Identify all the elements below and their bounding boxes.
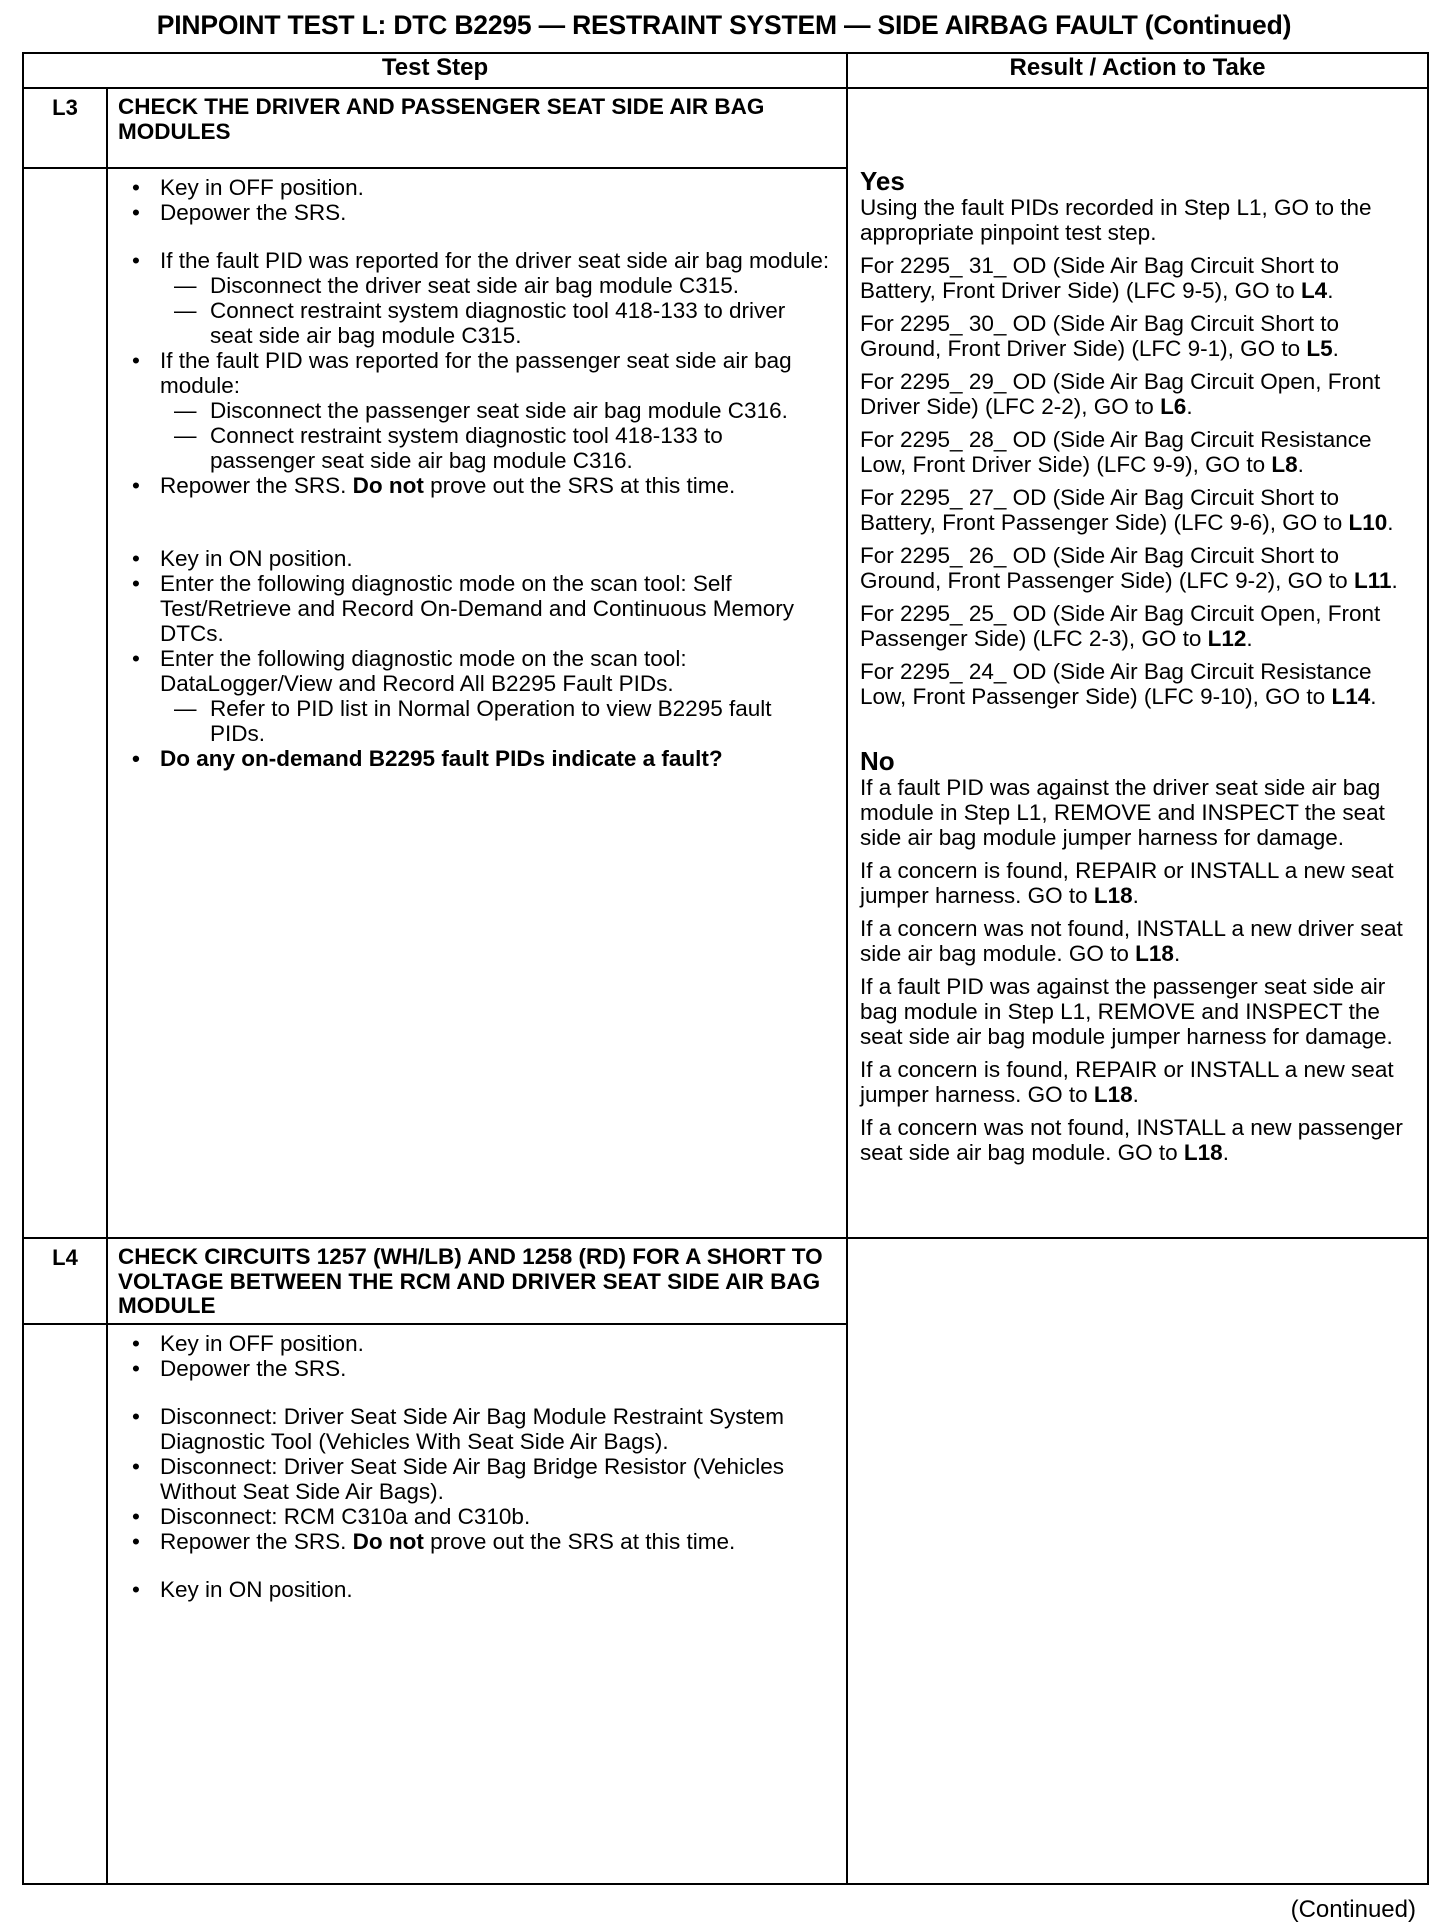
step-l4-heading-row	[23, 1238, 1428, 1324]
step-l3-id-blank	[23, 168, 107, 1238]
header-result-action: Result / Action to Take	[847, 53, 1428, 88]
result-yes-intro: Using the fault PIDs recorded in Step L1, GO to the appropriate pinpoint test step.	[860, 195, 1372, 245]
list-item: • Enter the following diagnostic mode on the scan tool: Self Test/Retrieve and Record On-Demand and Continuous Memory DTCs.	[118, 571, 832, 646]
step-l3-instructions	[107, 168, 847, 1238]
result-yes-item: For 2295_ 30_ OD (Side Air Bag Circuit Short to Ground, Front Driver Side) (LFC 9-1), GO to L5.	[860, 311, 1339, 361]
list-item: • Enter the following diagnostic mode on the scan tool: DataLogger/View and Record All B2295 Fault PIDs. — Refer to PID list in Normal Operation to view B2295 fault PIDs.	[118, 646, 832, 746]
list-item: • Disconnect: Driver Seat Side Air Bag Bridge Resistor (Vehicles Without Seat Side Air Bags).	[118, 1454, 832, 1504]
result-yes-item: For 2295_ 29_ OD (Side Air Bag Circuit Open, Front Driver Side) (LFC 2-2), GO to L6.	[860, 369, 1381, 419]
step-l3-heading-row	[23, 88, 1428, 168]
result-no-item: If a concern was not found, INSTALL a new passenger seat side air bag module. GO to L18.	[860, 1115, 1403, 1165]
table-header-row	[23, 53, 1428, 88]
result-no-list	[860, 775, 1421, 1165]
list-item: — Refer to PID list in Normal Operation to view B2295 fault PIDs.	[160, 696, 832, 746]
result-yes-list	[860, 253, 1421, 709]
list-item: • Depower the SRS.	[118, 200, 832, 225]
list-item: — Disconnect the passenger seat side air bag module C316.	[160, 398, 832, 423]
list-item: • If the fault PID was reported for the driver seat side air bag module: — Disconnect the driver seat side air bag module C315. — Connect restraint system diagnostic tool 418-133 to driver seat side air bag module C315.	[118, 248, 832, 348]
result-yes-item: For 2295_ 24_ OD (Side Air Bag Circuit Resistance Low, Front Passenger Side) (LFC 9-10), GO to L14.	[860, 659, 1377, 709]
result-yes-item: For 2295_ 27_ OD (Side Air Bag Circuit Short to Battery, Front Passenger Side) (LFC 9-6), GO to L10.	[860, 485, 1394, 535]
result-no-label: No	[860, 746, 895, 776]
list-item: — Connect restraint system diagnostic tool 418-133 to driver seat side air bag module C315.	[160, 298, 832, 348]
result-no-item: If a concern was not found, INSTALL a new driver seat side air bag module. GO to L18.	[860, 916, 1403, 966]
result-yes-label: Yes	[860, 166, 905, 196]
result-yes-item: For 2295_ 26_ OD (Side Air Bag Circuit Short to Ground, Front Passenger Side) (LFC 9-2), GO to L11.	[860, 543, 1398, 593]
continued-footer: (Continued)	[1290, 1896, 1416, 1923]
list-item: • Key in ON position.	[118, 546, 832, 571]
result-no-item: If a fault PID was against the passenger seat side air bag module in Step L1, REMOVE and INSPECT the seat side air bag module jumper harness for damage.	[860, 974, 1393, 1049]
pinpoint-test-table	[22, 52, 1429, 1885]
result-yes-item: For 2295_ 31_ OD (Side Air Bag Circuit Short to Battery, Front Driver Side) (LFC 9-5), GO to L4.	[860, 253, 1339, 303]
list-item: • If the fault PID was reported for the passenger seat side air bag module: — Disconnect the passenger seat side air bag module C316. — Connect restraint system diagnostic tool 418-133 to passenger seat side air bag module C316.	[118, 348, 832, 473]
list-item: — Disconnect the driver seat side air bag module C315.	[160, 273, 832, 298]
result-yes-item: For 2295_ 28_ OD (Side Air Bag Circuit Resistance Low, Front Driver Side) (LFC 9-9), GO to L8.	[860, 427, 1372, 477]
step-l3-result	[847, 88, 1428, 1238]
step-id-l4: L4	[23, 1238, 107, 1324]
step-id-l3: L3	[23, 88, 107, 168]
result-no-item: If a fault PID was against the driver seat side air bag module in Step L1, REMOVE and INSPECT the seat side air bag module jumper harness for damage.	[860, 775, 1385, 850]
step-l4-heading: CHECK CIRCUITS 1257 (WH/LB) AND 1258 (RD) FOR A SHORT TO VOLTAGE BETWEEN THE RCM AND DRIVER SEAT SIDE AIR BAG MODULE	[107, 1238, 847, 1324]
result-yes-item: For 2295_ 25_ OD (Side Air Bag Circuit Open, Front Passenger Side) (LFC 2-3), GO to L12.	[860, 601, 1381, 651]
result-no-item: If a concern is found, REPAIR or INSTALL a new seat jumper harness. GO to L18.	[860, 1057, 1394, 1107]
list-item: • Repower the SRS. Do not prove out the SRS at this time.	[118, 473, 832, 498]
list-item: — Connect restraint system diagnostic tool 418-133 to passenger seat side air bag module C316.	[160, 423, 832, 473]
list-item: • Key in ON position.	[118, 1577, 832, 1602]
step-l4-result	[847, 1238, 1428, 1884]
list-item: • Key in OFF position.	[118, 175, 832, 200]
page-title: PINPOINT TEST L: DTC B2295 — RESTRAINT SYSTEM — SIDE AIRBAG FAULT (Continued)	[156, 10, 1292, 40]
list-item: • Key in OFF position.	[118, 1331, 832, 1356]
step-l3-question: • Do any on-demand B2295 fault PIDs indicate a fault?	[118, 746, 832, 771]
step-l4-id-blank	[23, 1324, 107, 1885]
list-item: • Repower the SRS. Do not prove out the SRS at this time.	[118, 1529, 832, 1554]
result-no-item: If a concern is found, REPAIR or INSTALL a new seat jumper harness. GO to L18.	[860, 858, 1394, 908]
list-item: • Disconnect: RCM C310a and C310b.	[118, 1504, 832, 1529]
step-l3-heading: CHECK THE DRIVER AND PASSENGER SEAT SIDE AIR BAG MODULES	[107, 88, 847, 168]
list-item: • Disconnect: Driver Seat Side Air Bag Module Restraint System Diagnostic Tool (Vehicles With Seat Side Air Bags).	[118, 1404, 832, 1454]
step-l4-instructions	[107, 1324, 847, 1885]
header-test-step: Test Step	[23, 53, 847, 88]
list-item: • Depower the SRS.	[118, 1356, 832, 1381]
